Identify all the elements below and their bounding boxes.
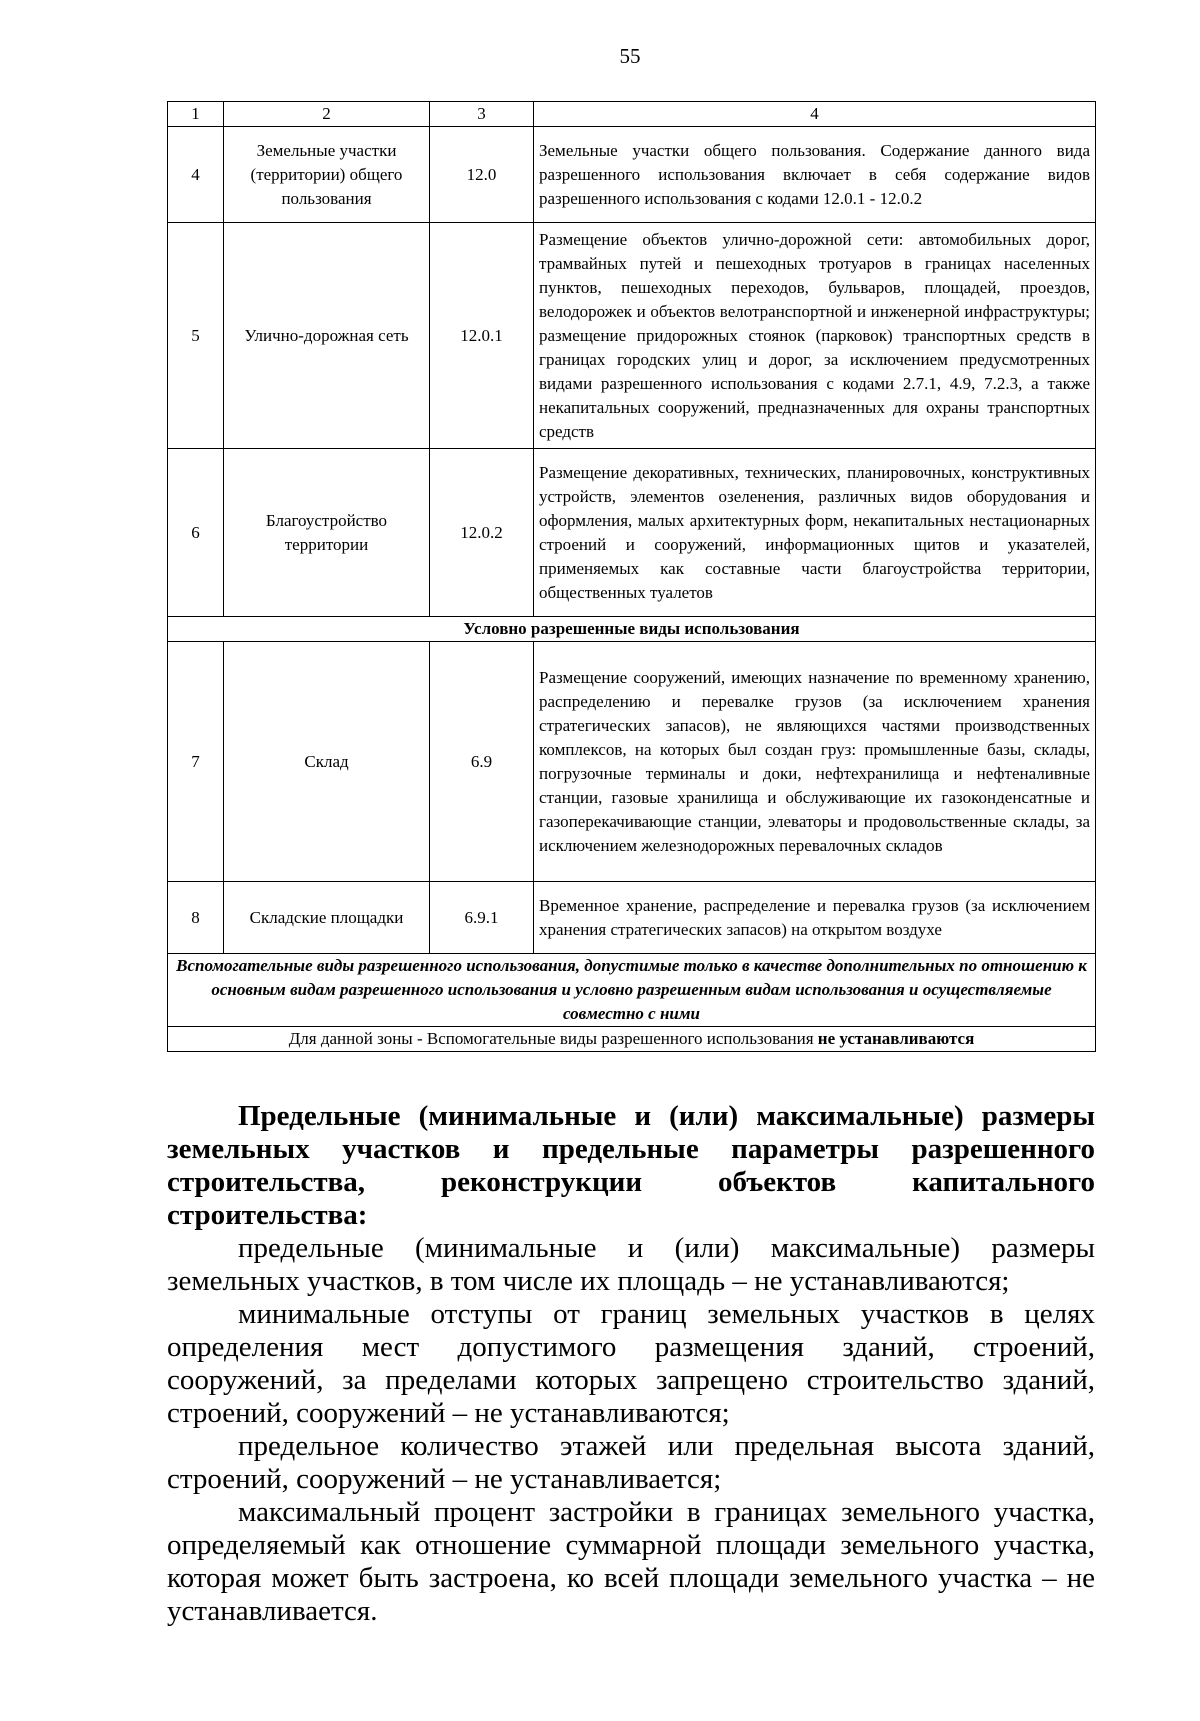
header-cell: 1 [168, 102, 224, 127]
section-title-auxiliary: Вспомогательные виды разрешенного использования, допустимые только в качестве дополнительных по отношению к основным видам разрешенного использования и условно разрешенным видам использования и осуществляемые совместно с ними [168, 954, 1096, 1027]
use-type-name: Улично-дорожная сеть [224, 223, 430, 449]
auxiliary-note [168, 1027, 1096, 1052]
use-type-code: 6.9.1 [430, 882, 534, 954]
note-row [168, 1027, 1096, 1052]
row-number: 5 [168, 223, 224, 449]
use-type-code: 12.0.1 [430, 223, 534, 449]
limits-item: минимальные отступы от границ земельных участков в целях определения мест допустимого размещения зданий, строений, сооружений, за пределами которых запрещено строительство зданий, строений, сооружений – не устанавливаются; [167, 1298, 1095, 1429]
limits-item: предельные (минимальные и (или) максимальные) размеры земельных участков, в том числе их площадь – не устанавливаются; [167, 1232, 1095, 1297]
page-number: 55 [619, 44, 641, 68]
section-row-auxiliary [168, 954, 1096, 1027]
section-title-conditional: Условно разрешенные виды использования [168, 617, 1096, 642]
row-number: 8 [168, 882, 224, 954]
row-number: 7 [168, 642, 224, 882]
use-type-code: 12.0.2 [430, 449, 534, 617]
limits-section [167, 1100, 1095, 1628]
limits-item: предельное количество этажей или предельная высота зданий, строений, сооружений – не устанавливается; [167, 1430, 1095, 1495]
limits-item: максимальный процент застройки в границах земельного участка, определяемый как отношение суммарной площади земельного участка, которая может быть застроена, ко всей площади земельного участка – не устанавливается. [167, 1496, 1095, 1627]
table-row [168, 223, 1096, 449]
use-type-name: Складские площадки [224, 882, 430, 954]
land-use-table-container [167, 101, 1095, 1052]
use-type-code: 6.9 [430, 642, 534, 882]
row-number: 4 [168, 127, 224, 223]
auxiliary-note-status: не устанавливаются [817, 1029, 975, 1048]
table-row [168, 642, 1096, 882]
row-number: 6 [168, 449, 224, 617]
limits-heading: Предельные (минимальные и (или) максимальные) размеры земельных участков и предельные параметры разрешенного строительства, реконструкции объектов капитального строительства: [167, 1100, 1095, 1231]
table-row [168, 449, 1096, 617]
use-type-description: Размещение декоративных, технических, планировочных, конструктивных устройств, элементов озеленения, различных видов оборудования и оформления, малых архитектурных форм, некапитальных нестационарных строений и сооружений, информационных щитов и указателей, применяемых как составные части благоустройства территории, общественных туалетов [534, 449, 1096, 617]
section-row-conditional [168, 617, 1096, 642]
use-type-code: 12.0 [430, 127, 534, 223]
auxiliary-note-text: Для данной зоны - Вспомогательные виды разрешенного использования [288, 1029, 818, 1048]
land-use-table [167, 101, 1096, 1052]
use-type-description: Размещение сооружений, имеющих назначение по временному хранению, распределению и перевалке грузов (за исключением хранения стратегических запасов), не являющихся частями производственных комплексов, на которых был создан груз: промышленные базы, склады, погрузочные терминалы и доки, нефтехранилища и нефтеналивные станции, газовые хранилища и обслуживающие их газоконденсатные и газоперекачивающие станции, элеваторы и продовольственные склады, за исключением железнодорожных перевалочных складов [534, 642, 1096, 882]
use-type-name: Земельные участки (территории) общего пользования [224, 127, 430, 223]
header-cell: 3 [430, 102, 534, 127]
table-row [168, 127, 1096, 223]
use-type-description: Временное хранение, распределение и перевалка грузов (за исключением хранения стратегических запасов) на открытом воздухе [534, 882, 1096, 954]
table-header-row [168, 102, 1096, 127]
header-cell: 4 [534, 102, 1096, 127]
table-row [168, 882, 1096, 954]
use-type-description: Размещение объектов улично-дорожной сети: автомобильных дорог, трамвайных путей и пешеходных тротуаров в границах населенных пунктов, пешеходных переходов, бульваров, площадей, проездов, велодорожек и объектов велотранспортной и инженерной инфраструктуры; размещение придорожных стоянок (парковок) транспортных средств в границах городских улиц и дорог, за исключением предусмотренных видами разрешенного использования с кодами 2.7.1, 4.9, 7.2.3, а также некапитальных сооружений, предназначенных для охраны транспортных средств [534, 223, 1096, 449]
use-type-description: Земельные участки общего пользования. Содержание данного вида разрешенного использования включает в себя содержание видов разрешенного использования с кодами 12.0.1 - 12.0.2 [534, 127, 1096, 223]
header-cell: 2 [224, 102, 430, 127]
use-type-name: Благоустройство территории [224, 449, 430, 617]
use-type-name: Склад [224, 642, 430, 882]
